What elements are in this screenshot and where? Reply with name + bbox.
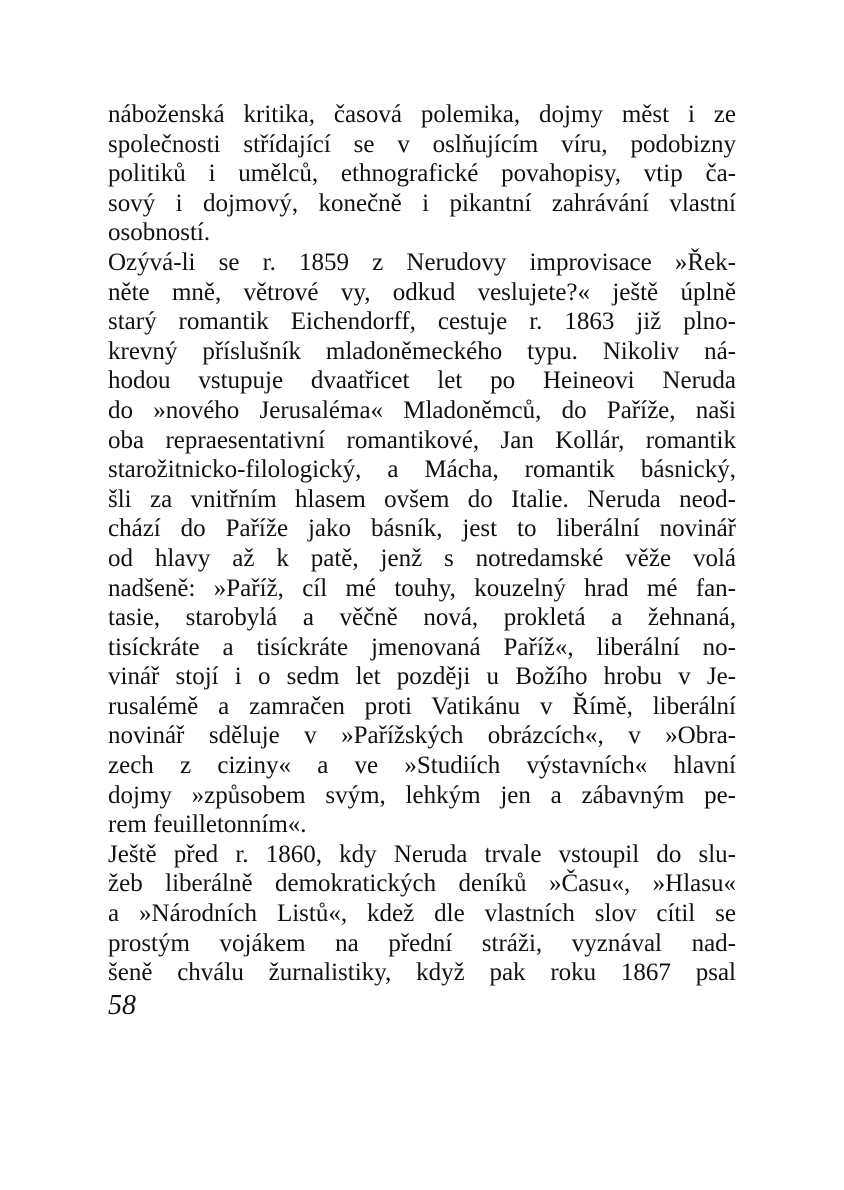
text-line: novinář sděluje v »Pařížských obrázcích«, v »Obra-: [108, 722, 736, 750]
text-line: do »nového Jerusaléma« Mladoněmců, do Paříže, naši: [108, 396, 736, 424]
text-line: tisíckráte a tisíckráte jmenovaná Paříž«, liberální no-: [108, 633, 736, 661]
text-line: hodou vstupuje dvaatřicet let po Heineovi Neruda: [108, 367, 736, 395]
text-line: Ještě před r. 1860, kdy Neruda trvale vstoupil do slu-: [108, 840, 736, 868]
text-line: nadšeně: »Paříž, cíl mé touhy, kouzelný hrad mé fan-: [108, 574, 736, 602]
text-line: osobností.: [108, 219, 211, 247]
text-line: od hlavy až k patě, jenž s notredamské věže volá: [108, 544, 736, 572]
text-line: politiků i umělců, ethnografické povahopisy, vtip ča-: [108, 160, 736, 188]
text-line: dojmy »způsobem svým, lehkým jen a zábavným pe-: [108, 781, 736, 809]
text-line: sový i dojmový, konečně i pikantní zahrávání vlastní: [108, 189, 736, 217]
text-line: společnosti střídající se v oslňujícím víru, podobizny: [108, 130, 736, 158]
text-line: šeně chválu žurnalistiky, když pak roku 1867 psal: [108, 959, 736, 987]
text-line: Ozývá-li se r. 1859 z Nerudovy improvisace »Řek-: [108, 248, 736, 276]
body-text: [108, 100, 736, 988]
text-line: prostým vojákem na přední stráži, vyznával nad-: [108, 929, 736, 957]
text-line: chází do Paříže jako básník, jest to liberální novinář: [108, 515, 736, 543]
text-line: náboženská kritika, časová polemika, dojmy měst i ze: [108, 101, 736, 128]
text-line: zech z ciziny« a ve »Studiích výstavních« hlavní: [108, 752, 736, 780]
text-line: šli za vnitřním hlasem ovšem do Italie. Neruda neod-: [108, 485, 736, 513]
text-line: oba repraesentativní romantikové, Jan Kollár, romantik: [108, 426, 736, 454]
text-line: krevný příslušník mladoněmeckého typu. Nikoliv ná-: [108, 337, 736, 365]
text-line: rem feuilletonním«.: [108, 811, 307, 839]
text-line: vinář stojí i o sedm let později u Božího hrobu v Je-: [108, 663, 736, 691]
text-line: starožitnicko-filologický, a Mácha, romantik básnický,: [108, 456, 736, 484]
page-number: 58: [108, 990, 136, 1021]
text-line: rusalémě a zamračen proti Vatikánu v Římě, liberální: [108, 692, 736, 720]
text-line: a »Národních Listů«, kdež dle vlastních slov cítil se: [108, 900, 736, 928]
text-line: tasie, starobylá a věčně nová, prokletá a žehnaná,: [108, 604, 736, 632]
text-line: starý romantik Eichendorff, cestuje r. 1863 již plno-: [108, 308, 736, 336]
text-line: žeb liberálně demokratických deníků »Času«, »Hlasu«: [108, 870, 736, 898]
text-line: něte mně, větrové vy, odkud veslujete?« ještě úplně: [108, 278, 736, 306]
